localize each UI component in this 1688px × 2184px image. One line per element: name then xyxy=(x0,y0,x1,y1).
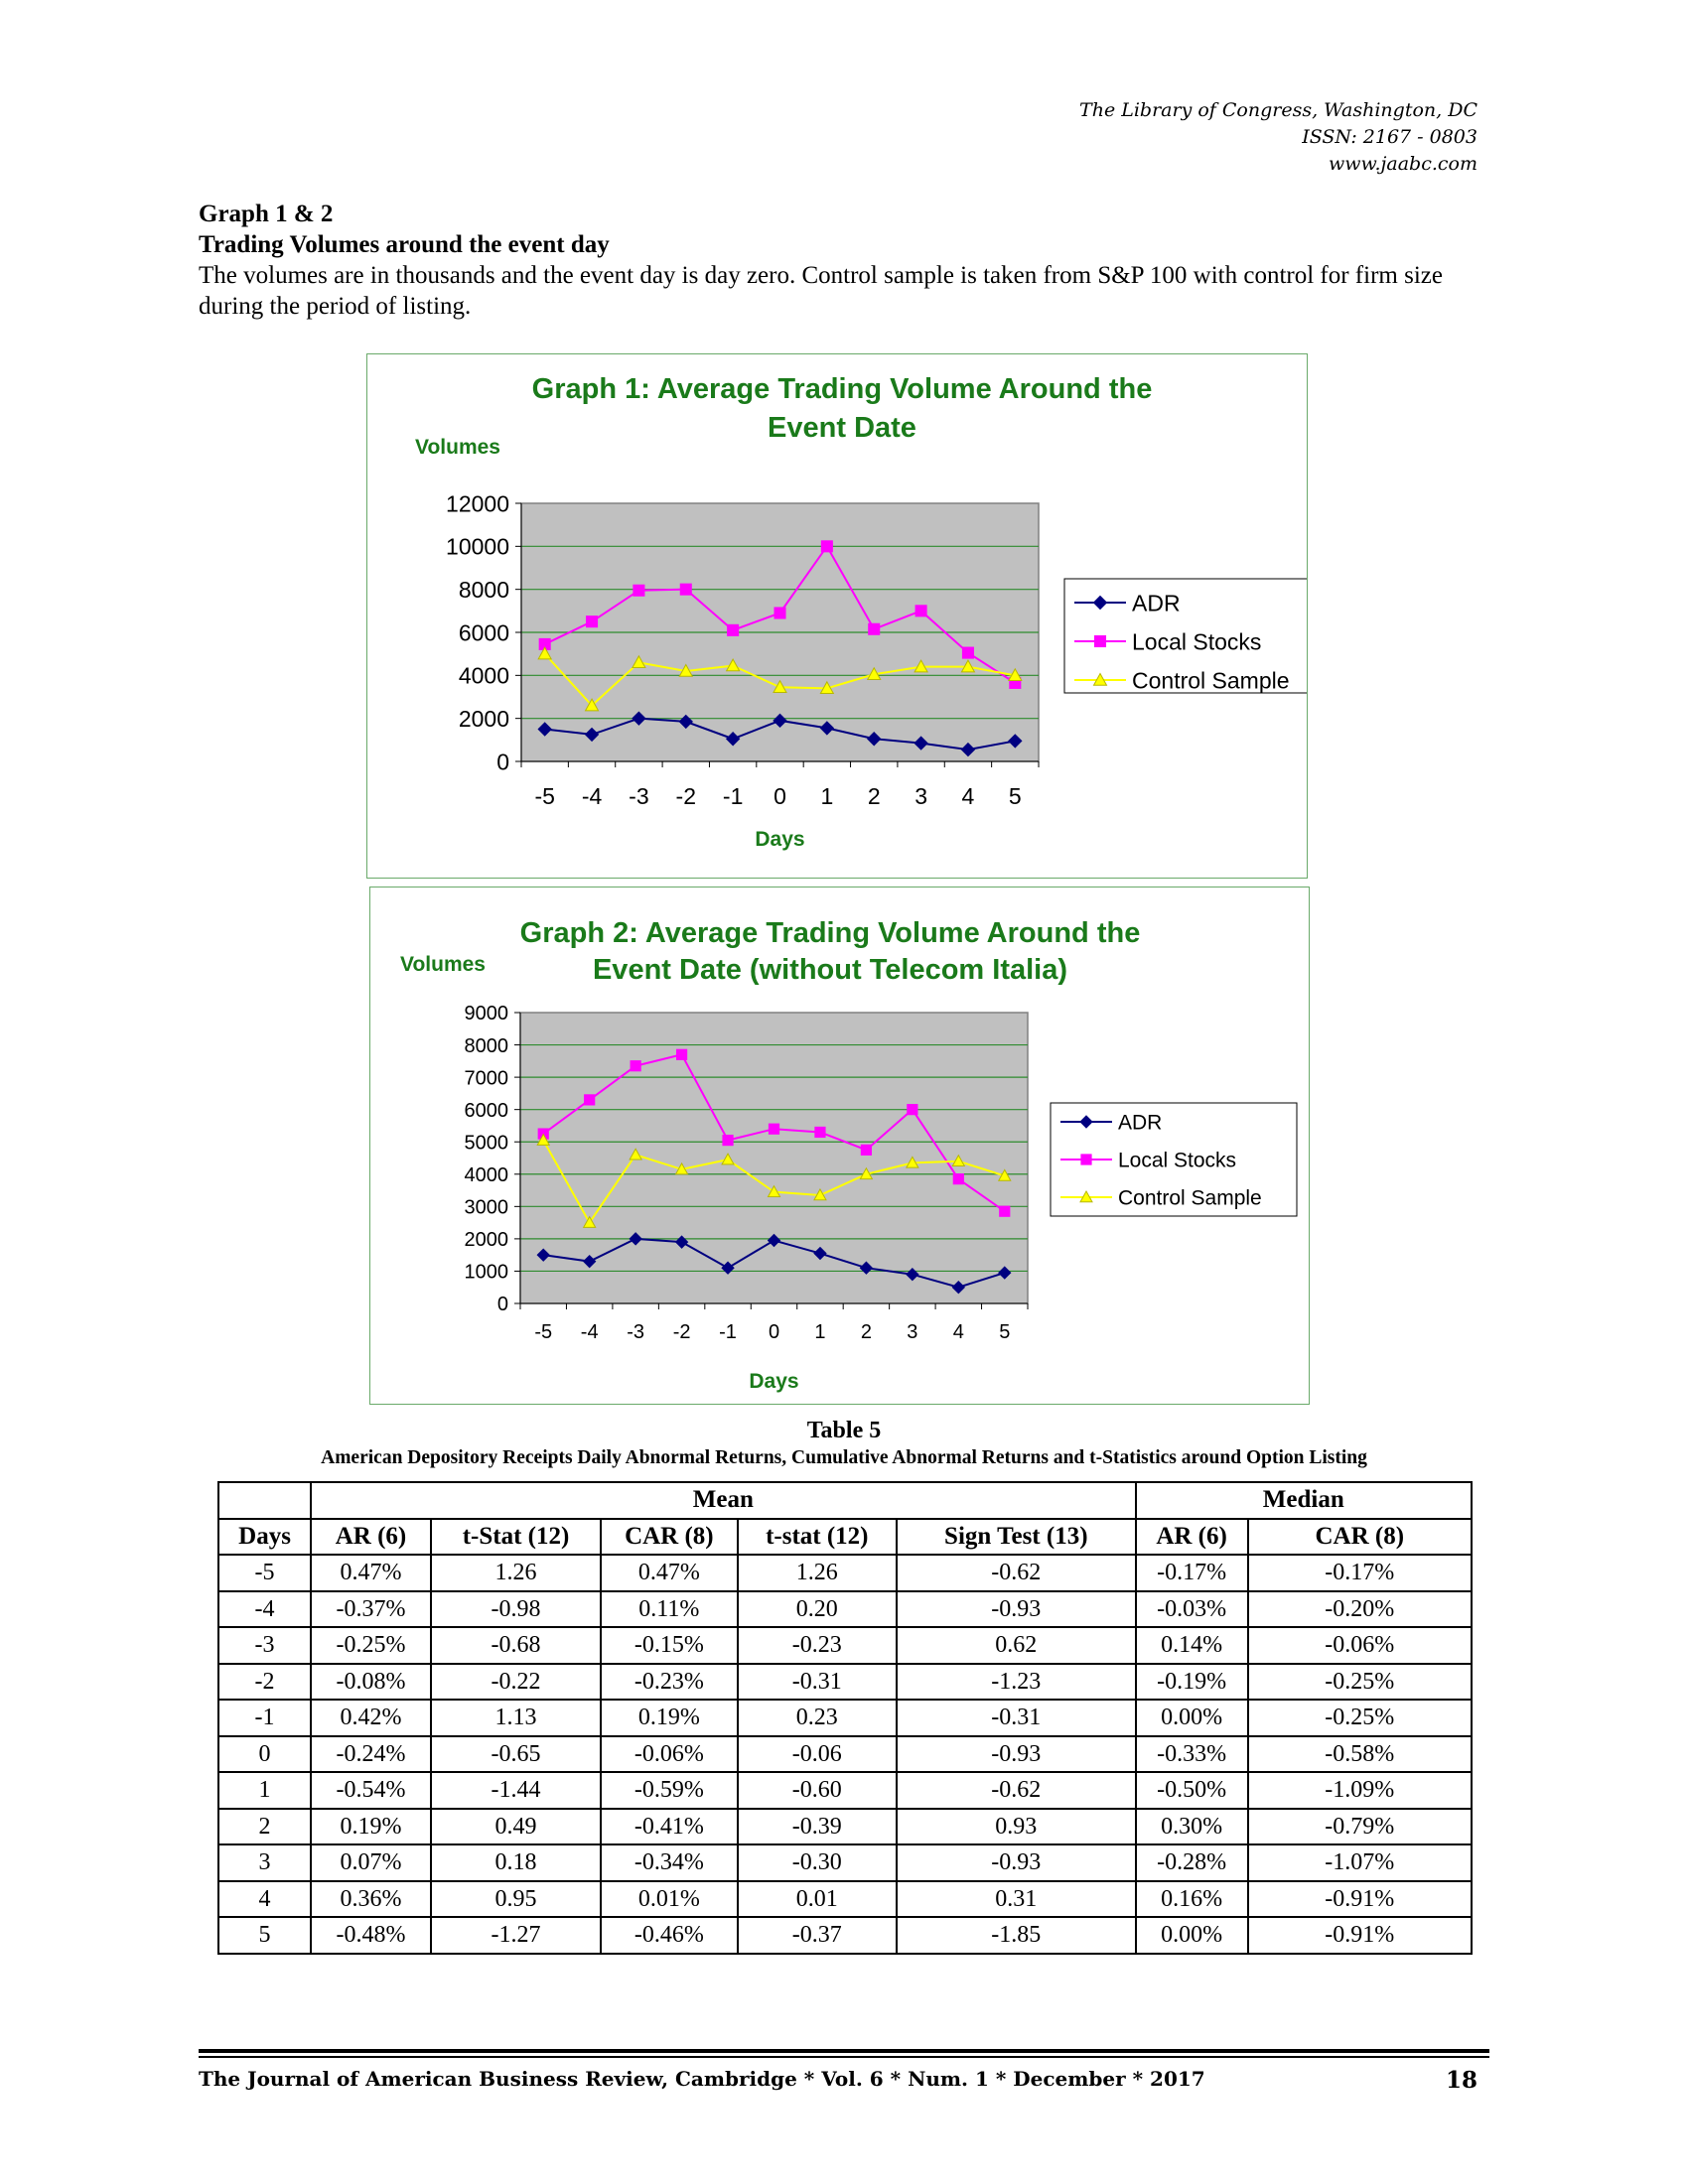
x-tick-label: -5 xyxy=(534,1321,553,1343)
table-cell: -0.62 xyxy=(897,1555,1136,1591)
table-cell: -2 xyxy=(218,1664,311,1701)
table-cell: -0.06% xyxy=(601,1736,737,1773)
y-tick-label: 8000 xyxy=(458,576,509,603)
table-cell: -0.58% xyxy=(1248,1736,1472,1773)
y-tick-label: 10000 xyxy=(446,533,509,560)
table-cell: -1.85 xyxy=(897,1917,1136,1954)
data-point xyxy=(908,1105,917,1115)
header-line-2: ISSN: 2167 - 0803 xyxy=(1302,126,1477,148)
table-cell: 0.42% xyxy=(311,1700,431,1736)
table-cell: -1.09% xyxy=(1248,1772,1472,1809)
y-tick-label: 9000 xyxy=(464,1003,508,1025)
x-axis-label: Days xyxy=(749,1370,799,1393)
table-cell: -0.34% xyxy=(601,1844,737,1881)
table-cell: -0.41% xyxy=(601,1809,737,1845)
x-tick-label: 1 xyxy=(814,1321,826,1343)
group-mean: Mean xyxy=(311,1482,1135,1519)
table-cell: -0.60 xyxy=(738,1772,897,1809)
legend-marker xyxy=(1094,635,1105,646)
table-cell: 0 xyxy=(218,1736,311,1773)
table-cell: 0.18 xyxy=(431,1844,601,1881)
table-row xyxy=(218,1591,1472,1628)
table-cell: -0.06% xyxy=(1248,1627,1472,1664)
table-cell: -0.30 xyxy=(738,1844,897,1881)
table-cell: -0.19% xyxy=(1136,1664,1248,1701)
y-tick-label: 6000 xyxy=(464,1099,508,1122)
legend-label: Local Stocks xyxy=(1132,628,1262,655)
x-tick-label: 4 xyxy=(961,783,975,809)
table-cell: 4 xyxy=(218,1881,311,1918)
table-cell: -0.91% xyxy=(1248,1917,1472,1954)
y-tick-label: 4000 xyxy=(464,1163,508,1186)
table-cell: -1.27 xyxy=(431,1917,601,1954)
table-row xyxy=(218,1772,1472,1809)
data-point xyxy=(633,585,644,596)
table-cell: -5 xyxy=(218,1555,311,1591)
table-cell: -0.39 xyxy=(738,1809,897,1845)
footer-journal: The Journal of American Business Review, Cambridge * Vol. 6 * Num. 1 * December * 2017 xyxy=(199,2067,1205,2091)
table-5-subtitle: American Depository Receipts Daily Abnormal Returns, Cumulative Abnormal Returns and t-Statistics around Option Listing xyxy=(321,1447,1367,1468)
table-cell: -0.54% xyxy=(311,1772,431,1809)
table-cell: -0.98 xyxy=(431,1591,601,1628)
table-row xyxy=(218,1881,1472,1918)
table-cell: 0.20 xyxy=(738,1591,897,1628)
x-tick-label: -2 xyxy=(672,1321,691,1343)
data-point xyxy=(728,624,739,635)
data-point xyxy=(587,616,598,627)
table-row xyxy=(218,1917,1472,1954)
y-tick-label: 5000 xyxy=(464,1132,508,1155)
section-heading-2: Trading Volumes around the event day xyxy=(199,231,610,258)
table-row xyxy=(218,1555,1472,1591)
section-heading-1: Graph 1 & 2 xyxy=(199,201,334,227)
data-point xyxy=(585,1095,595,1105)
running-header xyxy=(1079,97,1477,178)
x-tick-label: -1 xyxy=(719,1321,737,1343)
x-tick-label: 2 xyxy=(860,1321,872,1343)
table-cell: 0.93 xyxy=(897,1809,1136,1845)
table-cell: 0.95 xyxy=(431,1881,601,1918)
table-cell: 0.23 xyxy=(738,1700,897,1736)
table-cell: 5 xyxy=(218,1917,311,1954)
x-tick-label: 3 xyxy=(907,1321,918,1343)
column-header: t-stat (12) xyxy=(738,1519,897,1556)
table-cell: -0.15% xyxy=(601,1627,737,1664)
x-tick-label: 0 xyxy=(768,1321,780,1343)
table-cell: -0.93 xyxy=(897,1844,1136,1881)
table-cell: 0.31 xyxy=(897,1881,1136,1918)
table-cell: -0.25% xyxy=(311,1627,431,1664)
table-cell: 1 xyxy=(218,1772,311,1809)
table-cell: -1.44 xyxy=(431,1772,601,1809)
legend-label: Local Stocks xyxy=(1118,1149,1237,1172)
data-point xyxy=(723,1135,733,1145)
legend-label: Control Sample xyxy=(1118,1186,1262,1210)
table-cell: -0.23 xyxy=(738,1627,897,1664)
table-cell: -0.08% xyxy=(311,1664,431,1701)
x-tick-label: -2 xyxy=(675,783,696,809)
legend-label: ADR xyxy=(1132,590,1181,616)
table-cell: -0.22 xyxy=(431,1664,601,1701)
table-cell: 0.11% xyxy=(601,1591,737,1628)
table-cell: -0.46% xyxy=(601,1917,737,1954)
table-cell: 0.19% xyxy=(311,1809,431,1845)
x-tick-label: 5 xyxy=(999,1321,1011,1343)
table-cell: 2 xyxy=(218,1809,311,1845)
table-cell: -0.37 xyxy=(738,1917,897,1954)
header-line-3: www.jaabc.com xyxy=(1328,153,1477,175)
table-cell: -0.25% xyxy=(1248,1700,1472,1736)
table-cell: -0.65 xyxy=(431,1736,601,1773)
table-cell: 1.13 xyxy=(431,1700,601,1736)
y-tick-label: 0 xyxy=(496,1294,508,1316)
x-tick-label: -4 xyxy=(581,783,603,809)
x-tick-label: -1 xyxy=(722,783,744,809)
y-tick-label: 4000 xyxy=(458,662,509,689)
group-blank xyxy=(218,1482,311,1519)
data-point xyxy=(962,647,973,658)
table-cell: 0.07% xyxy=(311,1844,431,1881)
graph-1 xyxy=(366,353,1308,879)
table-cell: -0.23% xyxy=(601,1664,737,1701)
x-tick-label: 4 xyxy=(952,1321,964,1343)
table-cell: -1 xyxy=(218,1700,311,1736)
table-cell: 0.00% xyxy=(1136,1917,1248,1954)
x-tick-label: 0 xyxy=(774,783,786,809)
table-cell: 0.00% xyxy=(1136,1700,1248,1736)
footer-rule-thick xyxy=(199,2049,1489,2053)
table-cell: -1.07% xyxy=(1248,1844,1472,1881)
table-row xyxy=(218,1844,1472,1881)
graph-1-svg xyxy=(367,354,1307,878)
table-cell: 3 xyxy=(218,1844,311,1881)
table-cell: 0.16% xyxy=(1136,1881,1248,1918)
table-cell: -0.06 xyxy=(738,1736,897,1773)
table-cell: -0.25% xyxy=(1248,1664,1472,1701)
table-cell: 1.26 xyxy=(738,1555,897,1591)
column-header: CAR (8) xyxy=(1248,1519,1472,1556)
table-cell: -0.37% xyxy=(311,1591,431,1628)
table-cell: -3 xyxy=(218,1627,311,1664)
data-point xyxy=(769,1124,778,1134)
group-median: Median xyxy=(1136,1482,1472,1519)
table-row xyxy=(218,1809,1472,1845)
table-cell: -0.93 xyxy=(897,1591,1136,1628)
column-header: AR (6) xyxy=(1136,1519,1248,1556)
table-row xyxy=(218,1664,1472,1701)
table-group-header-row xyxy=(218,1482,1472,1519)
table-row xyxy=(218,1736,1472,1773)
table-cell: 0.01 xyxy=(738,1881,897,1918)
table-cell: -0.59% xyxy=(601,1772,737,1809)
data-point xyxy=(915,606,926,616)
x-tick-label: 2 xyxy=(867,783,881,809)
table-cell: 0.47% xyxy=(601,1555,737,1591)
legend-label: Control Sample xyxy=(1132,667,1290,694)
data-point xyxy=(869,623,880,634)
data-point xyxy=(631,1061,640,1071)
table-cell: -0.33% xyxy=(1136,1736,1248,1773)
x-tick-label: -3 xyxy=(627,1321,645,1343)
y-tick-label: 6000 xyxy=(458,619,509,646)
table-row xyxy=(218,1627,1472,1664)
table-cell: -0.17% xyxy=(1248,1555,1472,1591)
table-row xyxy=(218,1700,1472,1736)
table-cell: -0.31 xyxy=(738,1664,897,1701)
table-cell: 0.49 xyxy=(431,1809,601,1845)
y-tick-label: 8000 xyxy=(464,1034,508,1057)
table-cell: 0.30% xyxy=(1136,1809,1248,1845)
data-point xyxy=(680,584,691,595)
graph-2-svg xyxy=(370,887,1309,1404)
x-tick-label: 1 xyxy=(820,783,834,809)
data-point xyxy=(953,1174,963,1184)
legend-label: ADR xyxy=(1118,1111,1163,1135)
y-tick-label: 7000 xyxy=(464,1067,508,1090)
graph-2 xyxy=(369,887,1310,1405)
table-5 xyxy=(217,1481,1473,1955)
column-header: AR (6) xyxy=(311,1519,431,1556)
table-cell: -0.03% xyxy=(1136,1591,1248,1628)
header-line-1: The Library of Congress, Washington, DC xyxy=(1079,99,1477,121)
column-header: Days xyxy=(218,1519,311,1556)
page-number: 18 xyxy=(1445,2067,1477,2094)
table-cell: 0.36% xyxy=(311,1881,431,1918)
table-cell: -0.91% xyxy=(1248,1881,1472,1918)
table-cell: 0.47% xyxy=(311,1555,431,1591)
footer-rule-thin xyxy=(199,2056,1489,2058)
x-tick-label: 3 xyxy=(914,783,927,809)
x-axis-label: Days xyxy=(755,828,805,851)
y-tick-label: 2000 xyxy=(458,705,509,732)
table-cell: -0.62 xyxy=(897,1772,1136,1809)
y-tick-label: 0 xyxy=(496,749,509,775)
y-tick-label: 3000 xyxy=(464,1196,508,1219)
table-cell: -0.93 xyxy=(897,1736,1136,1773)
x-tick-label: -3 xyxy=(629,783,649,809)
chart-title: Graph 1: Average Trading Volume Around the xyxy=(531,373,1153,405)
y-tick-label: 2000 xyxy=(464,1229,508,1252)
table-cell: -0.31 xyxy=(897,1700,1136,1736)
table-cell: -0.20% xyxy=(1248,1591,1472,1628)
table-cell: 0.19% xyxy=(601,1700,737,1736)
data-point xyxy=(821,541,832,552)
section-body: The volumes are in thousands and the event day is day zero. Control sample is taken from S&P 100 with control for firm size during the period of listing. xyxy=(199,262,1443,320)
plot-area xyxy=(520,1013,1028,1303)
chart-title: Event Date xyxy=(768,412,916,444)
column-header: t-Stat (12) xyxy=(431,1519,601,1556)
table-cell: 0.14% xyxy=(1136,1627,1248,1664)
column-header: Sign Test (13) xyxy=(897,1519,1136,1556)
x-tick-label: 5 xyxy=(1008,783,1022,809)
table-cell: -0.17% xyxy=(1136,1555,1248,1591)
y-axis-label: Volumes xyxy=(400,953,486,976)
data-point xyxy=(861,1145,871,1155)
data-point xyxy=(1000,1206,1010,1216)
data-point xyxy=(774,608,785,618)
table-cell: -0.48% xyxy=(311,1917,431,1954)
chart-title: Graph 2: Average Trading Volume Around the xyxy=(519,917,1141,949)
table-column-header-row xyxy=(218,1519,1472,1556)
page-footer xyxy=(199,2067,1489,2094)
table-cell: -1.23 xyxy=(897,1664,1136,1701)
data-point xyxy=(676,1049,686,1059)
table-cell: -0.50% xyxy=(1136,1772,1248,1809)
table-cell: -0.24% xyxy=(311,1736,431,1773)
section-intro xyxy=(199,199,1489,322)
column-header: CAR (8) xyxy=(601,1519,737,1556)
table-cell: -4 xyxy=(218,1591,311,1628)
table-cell: 1.26 xyxy=(431,1555,601,1591)
x-tick-label: -4 xyxy=(580,1321,599,1343)
table-cell: -0.79% xyxy=(1248,1809,1472,1845)
table-5-title: Table 5 xyxy=(806,1418,882,1443)
data-point xyxy=(815,1127,825,1137)
table-cell: 0.62 xyxy=(897,1627,1136,1664)
table-cell: 0.01% xyxy=(601,1881,737,1918)
y-tick-label: 12000 xyxy=(446,490,509,517)
table-cell: -0.28% xyxy=(1136,1844,1248,1881)
table-cell: -0.68 xyxy=(431,1627,601,1664)
legend-marker xyxy=(1081,1155,1091,1164)
y-tick-label: 1000 xyxy=(464,1261,508,1284)
x-tick-label: -5 xyxy=(534,783,555,809)
y-axis-label: Volumes xyxy=(415,436,500,459)
chart-title: Event Date (without Telecom Italia) xyxy=(592,954,1068,986)
table-body xyxy=(218,1555,1472,1954)
